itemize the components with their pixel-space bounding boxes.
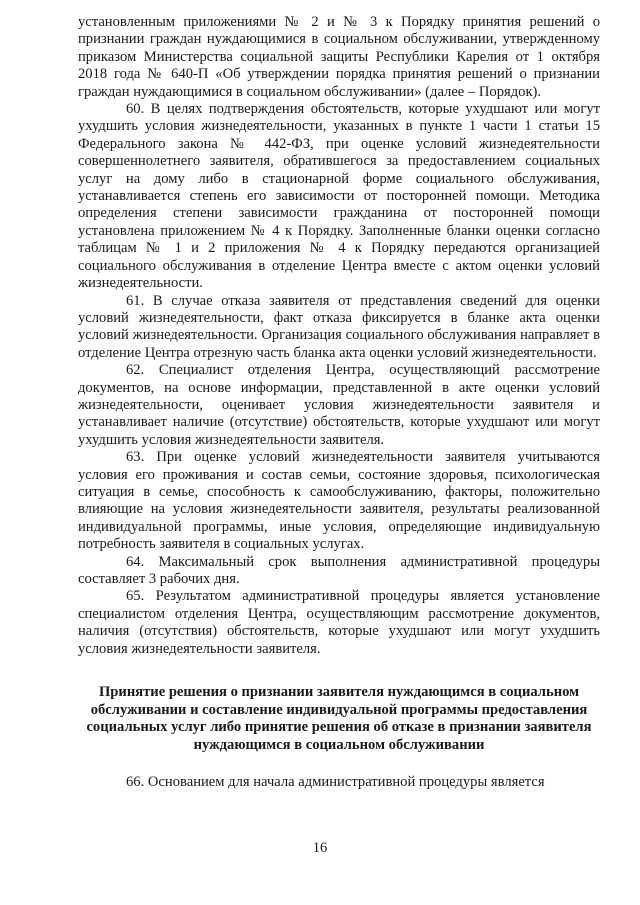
page-number: 16 — [312, 840, 328, 856]
paragraph-62: 62. Специалист отделения Центра, осуществляющий рассмотрение документов, на основе информации, представленной в акте оценки условий жизнедеятельности, оценивает условия жизнедеятельности заявителя и устанавливает наличие (отсутствие) обстоятельств, которые ухудшают или могут ухудшить условия жизнедеятельности заявителя. — [78, 362, 600, 448]
paragraph-66: 66. Основанием для начала административной процедуры является — [126, 774, 545, 791]
paragraph-61: 61. В случае отказа заявителя от представления сведений для оценки условий жизнедеятельности, факт отказа фиксируется в бланке акта оценки условий жизнедеятельности. Организация социального обслуживания направляет в отделение Центра отрезную часть бланка акта оценки условий жизнедеятельности. — [78, 292, 600, 361]
paragraph-continuation: установленным приложениями № 2 и № 3 к Порядку принятия решений о признании граждан нуждающимися в социальном обслуживании, утвержденному приказом Министерства социальной защиты Республики Карелия от 1 октября 2018 года № 640-П «Об утверждении порядка принятия решений о признании граждан нуждающимися в социальном обслуживании» (далее – Порядок). — [78, 14, 600, 100]
section-heading: Принятие решения о признании заявителя нуждающимся в социальном обслуживании и составление индивидуальной программы предоставления социальных услуг либо принятие решения об отказе в признании заявителя нуждающимся в социальном обслуживании — [86, 684, 592, 753]
paragraph-60: 60. В целях подтверждения обстоятельств, которые ухудшают или могут ухудшить условия жизнедеятельности, указанных в пункте 1 части 1 статьи 15 Федерального закона № 442-ФЗ, при оценке условий жизнедеятельности совершеннолетнего заявителя, обратившегося за предоставлением социальных услуг на дому либо в стационарной форме социального обслуживания, устанавливается степень его зависимости от посторонней помощи. Методика определения степени зависимости гражданина от посторонней помощи установлена приложением № 4 к Порядку. Заполненные бланки оценки согласно таблицам № 1 и 2 приложения № 4 к Порядку передаются организацией социального обслуживания в отделение Центра вместе с актом оценки условий жизнедеятельности. — [78, 101, 600, 292]
paragraph-65: 65. Результатом административной процедуры является установление специалистом отделения Центра, осуществляющим рассмотрение документов, наличия (отсутствия) обстоятельств, которые ухудшают или могут ухудшить условия жизнедеятельности заявителя. — [78, 588, 600, 657]
paragraph-64: 64. Максимальный срок выполнения административной процедуры составляет 3 рабочих дня. — [78, 553, 600, 587]
paragraph-63: 63. При оценке условий жизнедеятельности заявителя учитываются условия его проживания и состав семьи, состояние здоровья, психологическая ситуация в семье, способность к самообслуживанию, факторы, положительно влияющие на условия жизнедеятельности заявителя, результаты реализованной индивидуальной программы, иные условия, определяющие индивидуальную потребность заявителя в социальных услугах. — [78, 449, 600, 553]
